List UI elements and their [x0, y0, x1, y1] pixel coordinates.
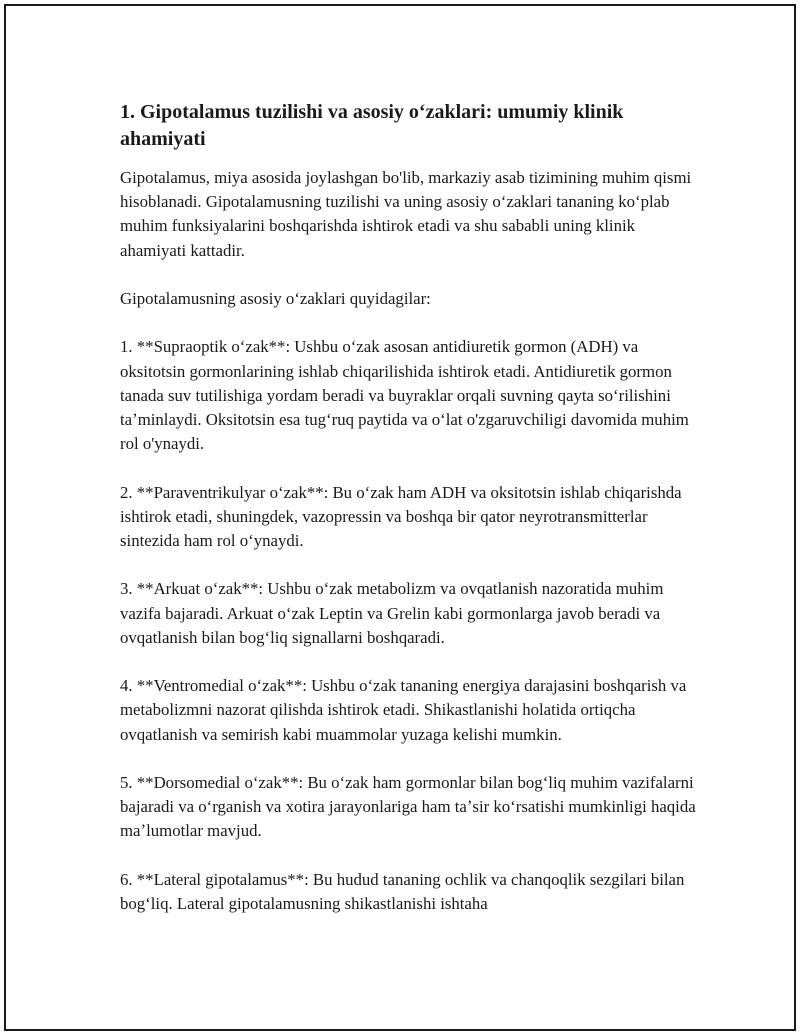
document-body	[120, 99, 700, 940]
document-title: 1. Gipotalamus tuzilishi va asosiy oʻzaklari: umumiy klinik ahamiyati	[120, 101, 624, 150]
paragraph-list-heading: Gipotalamusning asosiy oʻzaklari quyidagilar:	[120, 289, 431, 308]
paragraph-lateral: 6. **Lateral gipotalamus**: Bu hudud tananing ochlik va chanqoqlik sezgilari bilan bogʻliq. Lateral gipotalamusning shikastlanishi ishtaha	[120, 869, 685, 913]
page-frame	[4, 4, 796, 1031]
paragraph-supraoptic: 1. **Supraoptik oʻzak**: Ushbu oʻzak asosan antidiuretik gormon (ADH) va oksitotsin gormonlarining ishlab chiqarilishida ishtirok etadi. Antidiuretik gormon tanada suv tutilishiga yordam beradi va buyraklar orqali suvning qayta soʻrilishini taʼminlaydi. Oksitotsin esa tugʻruq paytida va oʻlat o'zgaruvchiligi davomida muhim rol o'ynaydi.	[120, 337, 689, 454]
paragraph-intro: Gipotalamus, miya asosida joylashgan bo'lib, markaziy asab tizimining muhim qismi hisoblanadi. Gipotalamusning tuzilishi va uning asosiy oʻzaklari tananing koʻplab muhim funksiyalarini boshqarishda ishtirok etadi va shu sababli uning klinik ahamiyati kattadir.	[120, 168, 692, 260]
paragraph-paraventricular: 2. **Paraventrikulyar oʻzak**: Bu oʻzak ham ADH va oksitotsin ishlab chiqarishda ishtirok etadi, shuningdek, vazopressin va boshqa bir qator neyrotransmitterlar sintezida ham rol oʻynaydi.	[120, 482, 682, 550]
paragraph-arcuate: 3. **Arkuat oʻzak**: Ushbu oʻzak metabolizm va ovqatlanish nazoratida muhim vazifa bajaradi. Arkuat oʻzak Leptin va Grelin kabi gormonlarga javob beradi va ovqatlanish bilan bogʻliq signallarni boshqaradi.	[120, 579, 664, 647]
paragraph-ventromedial: 4. **Ventromedial oʻzak**: Ushbu oʻzak tananing energiya darajasini boshqarish va metabolizmni nazorat qilishda ishtirok etadi. Shikastlanishi holatida ortiqcha ovqatlanish va semirish kabi muammolar yuzaga kelishi mumkin.	[120, 676, 687, 744]
paragraph-dorsomedial: 5. **Dorsomedial oʻzak**: Bu oʻzak ham gormonlar bilan bogʻliq muhim vazifalarni bajaradi va oʻrganish va xotira jarayonlariga ham taʼsir koʻrsatishi mumkinligi haqida maʼlumotlar mavjud.	[120, 772, 696, 841]
